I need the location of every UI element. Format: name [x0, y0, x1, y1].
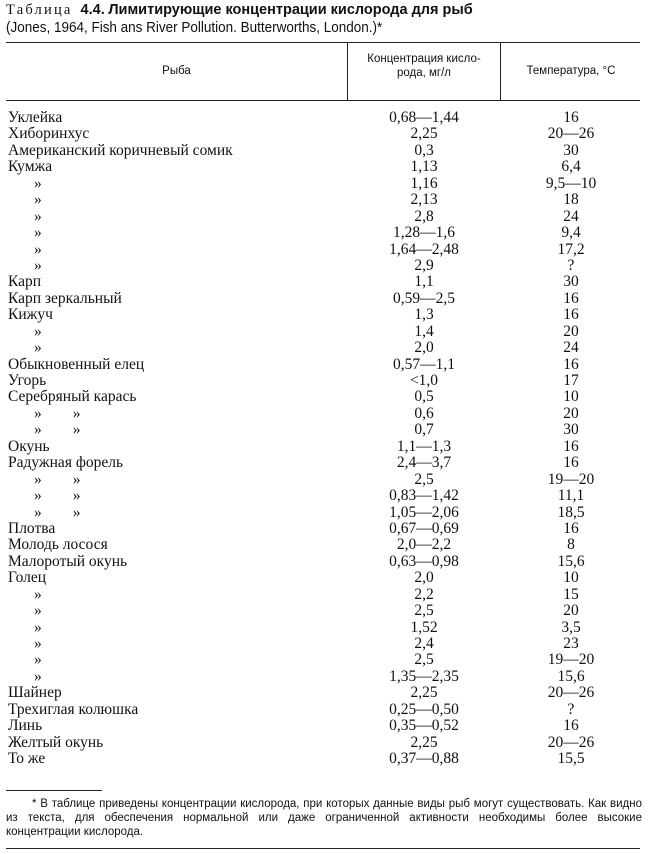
temperature-cell: 24: [563, 207, 579, 225]
fish-cell: » »: [34, 487, 81, 505]
footnote-text: * В таблице приведены концентрации кислорода, при которых данные виды рыб могут существовать. Как видно из текста, для обеспечения нормальной или даже ограниченной активности необходимы более высокие концентрации кислорода.: [6, 798, 642, 838]
table-row: [0, 143, 650, 159]
fish-cell: »: [34, 651, 42, 669]
temperature-cell: 19—20: [547, 470, 595, 488]
bottom-rule: [6, 848, 640, 849]
fish-cell: Молодь лосося: [8, 536, 108, 554]
fish-cell: »: [34, 207, 42, 225]
concentration-cell: 1,1: [414, 273, 434, 291]
fish-cell: Угорь: [8, 372, 47, 389]
temperature-cell: 18,5: [557, 503, 585, 521]
concentration-cell: 1,52: [410, 618, 438, 636]
column-header-fish: Рыба: [162, 65, 191, 77]
temperature-cell: 9,4: [561, 224, 581, 242]
fish-cell: Голец: [8, 569, 47, 587]
table-row: [0, 373, 650, 389]
fish-cell: » »: [34, 470, 81, 488]
fish-cell: Плотва: [8, 519, 56, 537]
table-row: [0, 209, 650, 225]
concentration-cell: 1,28—1,6: [393, 224, 455, 242]
header-top-rule: [6, 42, 640, 43]
concentration-cell: 2,13: [410, 191, 438, 209]
table-title: [6, 2, 473, 19]
temperature-cell: 10: [563, 569, 579, 587]
fish-cell: Кижуч: [8, 306, 53, 324]
temperature-cell: 16: [563, 109, 579, 126]
table-row: [0, 488, 650, 504]
temperature-cell: 16: [563, 519, 579, 537]
table-row: [0, 718, 650, 734]
temperature-cell: 23: [563, 635, 579, 652]
fish-cell: Американский коричневый сомик: [8, 141, 233, 159]
concentration-cell: 2,2: [414, 585, 434, 603]
table-row: [0, 751, 650, 767]
temperature-cell: 16: [563, 717, 579, 735]
temperature-cell: 16: [563, 306, 579, 324]
table-row: [0, 176, 650, 192]
temperature-cell: 20: [563, 602, 579, 620]
concentration-cell: <1,0: [409, 372, 439, 389]
fish-cell: Желтый окунь: [8, 733, 104, 751]
table-row: [0, 587, 650, 603]
temperature-cell: ?: [567, 700, 575, 718]
temperature-cell: 15,6: [557, 552, 585, 570]
concentration-cell: 1,05—2,06: [389, 503, 459, 521]
temperature-cell: 30: [563, 421, 579, 439]
fish-cell: »: [34, 635, 42, 652]
table-row: [0, 521, 650, 537]
table-row: [0, 110, 650, 126]
table-row: [0, 307, 650, 323]
table-row: [0, 702, 650, 718]
fish-cell: Радужная форель: [8, 454, 124, 472]
table-row: [0, 455, 650, 471]
fish-cell: Уклейка: [8, 109, 63, 126]
fish-cell: »: [34, 585, 42, 603]
column-header-temperature: Температура, °С: [526, 65, 616, 77]
fish-cell: Окунь: [8, 437, 50, 455]
concentration-cell: 0,3: [414, 141, 434, 159]
concentration-cell: 1,13: [410, 158, 438, 176]
table-row: [0, 159, 650, 175]
concentration-cell: 1,4: [414, 322, 434, 340]
temperature-cell: 3,5: [561, 618, 581, 636]
concentration-cell: 0,5: [414, 388, 434, 406]
temperature-cell: 6,4: [561, 158, 581, 176]
table-row: [0, 735, 650, 751]
concentration-cell: 2,0: [414, 569, 434, 587]
footnote-rule: [6, 790, 102, 791]
concentration-cell: 1,35—2,35: [389, 667, 459, 685]
concentration-cell: 2,25: [410, 684, 438, 702]
fish-cell: Серебряный карась: [8, 388, 137, 406]
column-header-concentration: [348, 52, 500, 80]
column-header-concentration-line1: Концентрация кисло-: [367, 53, 481, 65]
concentration-cell: 2,5: [414, 470, 434, 488]
temperature-cell: 20—26: [547, 733, 595, 751]
table-row: [0, 685, 650, 701]
fish-cell: »: [34, 191, 42, 209]
table-row: [0, 620, 650, 636]
temperature-cell: 24: [563, 339, 579, 357]
temperature-cell: 17: [563, 372, 579, 389]
concentration-cell: 2,5: [414, 602, 434, 620]
fish-cell: Карп зеркальный: [8, 289, 122, 307]
table-row: [0, 570, 650, 586]
temperature-cell: 19—20: [547, 651, 595, 669]
temperature-cell: 18: [563, 191, 579, 209]
fish-cell: То же: [8, 750, 46, 768]
table-row: [0, 274, 650, 290]
concentration-cell: 2,0: [414, 339, 434, 357]
table-row: [0, 126, 650, 142]
fish-cell: Шайнер: [8, 684, 62, 702]
temperature-cell: 15,5: [557, 750, 585, 768]
table-row: [0, 439, 650, 455]
table-row: [0, 505, 650, 521]
concentration-cell: 1,16: [410, 174, 438, 192]
table-row: [0, 242, 650, 258]
table-row: [0, 192, 650, 208]
table-number: 4.4.: [80, 2, 105, 18]
concentration-cell: 1,64—2,48: [389, 240, 459, 258]
fish-cell: »: [34, 240, 42, 258]
concentration-cell: 2,9: [414, 256, 434, 274]
temperature-cell: 20—26: [547, 125, 595, 143]
concentration-cell: 0,6: [414, 404, 434, 422]
temperature-cell: 30: [563, 141, 579, 159]
fish-cell: » »: [34, 421, 81, 439]
concentration-cell: 1,1—1,3: [396, 437, 452, 455]
header-bottom-rule: [6, 100, 640, 101]
temperature-cell: 9,5—10: [545, 174, 597, 192]
temperature-cell: 17,2: [557, 240, 585, 258]
fish-cell: Обыкновенный елец: [8, 355, 145, 373]
concentration-cell: 0,67—0,69: [389, 519, 459, 537]
table-row: [0, 258, 650, 274]
concentration-cell: 2,5: [414, 651, 434, 669]
concentration-cell: 0,25—0,50: [389, 700, 459, 718]
fish-cell: Кумжа: [8, 158, 53, 176]
footnote: [6, 797, 642, 839]
table-row: [0, 554, 650, 570]
table-body: [0, 110, 650, 768]
temperature-cell: 20: [563, 322, 579, 340]
table-row: [0, 291, 650, 307]
temperature-cell: 20: [563, 404, 579, 422]
table-row: [0, 324, 650, 340]
fish-cell: »: [34, 224, 42, 242]
temperature-cell: 11,1: [557, 487, 585, 505]
fish-cell: Малоротый окунь: [8, 552, 128, 570]
table-row: [0, 389, 650, 405]
concentration-cell: 0,63—0,98: [389, 552, 459, 570]
table-row: [0, 652, 650, 668]
fish-cell: »: [34, 339, 42, 357]
table-heading: Лимитирующие концентрации кислорода для рыб: [108, 2, 473, 18]
table-row: [0, 537, 650, 553]
concentration-cell: 2,4: [414, 635, 434, 652]
table-row: [0, 636, 650, 652]
concentration-cell: 2,25: [410, 125, 438, 143]
temperature-cell: 16: [563, 454, 579, 472]
table-row: [0, 340, 650, 356]
concentration-cell: 0,35—0,52: [389, 717, 459, 735]
temperature-cell: ?: [567, 256, 575, 274]
fish-cell: Трехиглая колюшка: [8, 700, 139, 718]
concentration-cell: 2,25: [410, 733, 438, 751]
concentration-cell: 0,59—2,5: [393, 289, 455, 307]
table-label: Таблица: [6, 2, 73, 18]
temperature-cell: 30: [563, 273, 579, 291]
temperature-cell: 15: [563, 585, 579, 603]
table-row: [0, 357, 650, 373]
concentration-cell: 1,3: [414, 306, 434, 324]
fish-cell: »: [34, 174, 42, 192]
fish-cell: » »: [34, 503, 81, 521]
temperature-cell: 16: [563, 355, 579, 373]
fish-cell: »: [34, 322, 42, 340]
table-row: [0, 472, 650, 488]
table-source: (Jones, 1964, Fish ans River Pollution. Butterworths, London.)*: [6, 20, 383, 36]
concentration-cell: 2,4—3,7: [396, 454, 452, 472]
temperature-cell: 16: [563, 289, 579, 307]
temperature-cell: 10: [563, 388, 579, 406]
fish-cell: Линь: [8, 717, 43, 735]
concentration-cell: 0,57—1,1: [393, 355, 455, 373]
fish-cell: » »: [34, 404, 81, 422]
concentration-cell: 2,8: [414, 207, 434, 225]
concentration-cell: 0,83—1,42: [389, 487, 459, 505]
fish-cell: »: [34, 602, 42, 620]
concentration-cell: 2,0—2,2: [396, 536, 452, 554]
temperature-cell: 20—26: [547, 684, 595, 702]
concentration-cell: 0,7: [414, 421, 434, 439]
column-header-concentration-line2: рода, мг/л: [396, 67, 452, 79]
fish-cell: »: [34, 618, 42, 636]
concentration-cell: 0,37—0,88: [389, 750, 459, 768]
temperature-cell: 15,6: [557, 667, 585, 685]
fish-cell: Карп: [8, 273, 42, 291]
table-row: [0, 669, 650, 685]
table-row: [0, 225, 650, 241]
temperature-cell: 8: [567, 536, 575, 554]
fish-cell: Хиборинхус: [8, 125, 90, 143]
fish-cell: »: [34, 667, 42, 685]
table-row: [0, 603, 650, 619]
concentration-cell: 0,68—1,44: [389, 109, 459, 126]
temperature-cell: 16: [563, 437, 579, 455]
table-row: [0, 422, 650, 438]
fish-cell: »: [34, 256, 42, 274]
table-row: [0, 406, 650, 422]
